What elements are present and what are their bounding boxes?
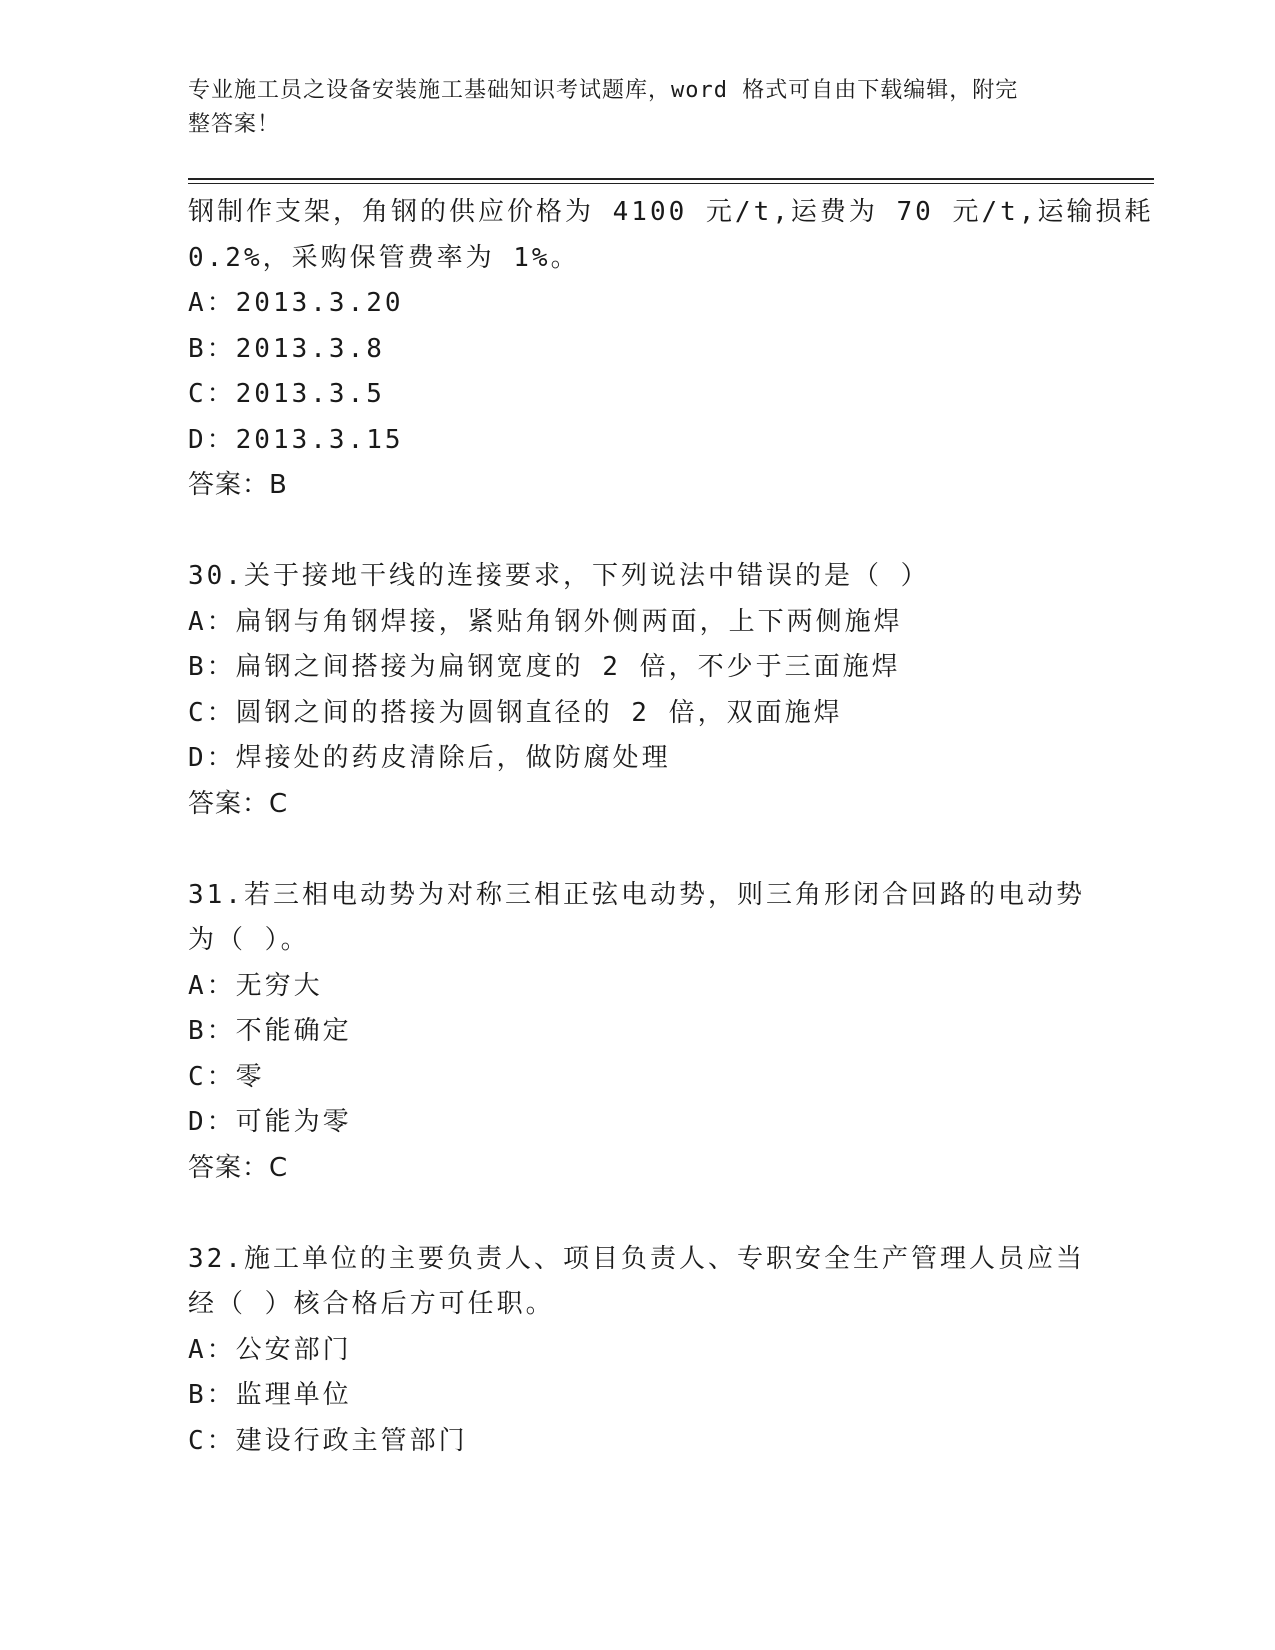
- option-c: C：零: [188, 1061, 265, 1092]
- header-line-2: 整答案！: [188, 112, 281, 137]
- option-a: A：扁钢与角钢焊接，紧贴角钢外侧两面，上下两侧施焊: [188, 606, 903, 637]
- question-stem-line: 钢制作支架，角钢的供应价格为 4100 元/t,运费为 70 元/t,运输损耗: [188, 197, 1154, 227]
- question-stem-line: 32.施工单位的主要负责人、项目负责人、专职安全生产管理人员应当: [188, 1243, 1085, 1274]
- option-d: D：可能为零: [188, 1107, 352, 1137]
- option-c: C：2013.3.5: [188, 379, 385, 409]
- option-b: B：不能确定: [188, 1016, 352, 1046]
- page-header: [188, 74, 1068, 142]
- option-c: C：建设行政主管部门: [188, 1425, 468, 1456]
- header-line-1: 专业施工员之设备安装施工基础知识考试题库，word 格式可自由下载编辑，附完: [188, 78, 1019, 103]
- header-divider-thick: [188, 178, 1154, 180]
- option-d: D：2013.3.15: [188, 424, 404, 455]
- option-b: B：监理单位: [188, 1380, 352, 1410]
- header-divider-thin: [188, 183, 1154, 184]
- spacer: [188, 509, 1088, 555]
- option-d: D：焊接处的药皮清除后，做防腐处理: [188, 743, 671, 773]
- answer-line: 答案：C: [188, 788, 289, 819]
- question-stem-line: 0.2%，采购保管费率为 1%。: [188, 242, 580, 273]
- option-c: C：圆钢之间的搭接为圆钢直径的 2 倍，双面施焊: [188, 697, 843, 728]
- question-block-32: [188, 1237, 1088, 1465]
- spacer: [188, 827, 1088, 873]
- option-a: A：公安部门: [188, 1334, 352, 1365]
- question-list: [188, 190, 1154, 1464]
- question-stem-line: 31.若三相电动势为对称三相正弦电动势，则三角形闭合回路的电动势: [188, 879, 1085, 910]
- question-stem-line: 30.关于接地干线的连接要求，下列说法中错误的是（ ）: [188, 561, 930, 591]
- spacer: [188, 1191, 1088, 1237]
- question-block-29: [188, 190, 1154, 509]
- question-block-31: [188, 873, 1088, 1192]
- option-a: A：无穷大: [188, 970, 323, 1001]
- answer-line: 答案：B: [188, 470, 288, 500]
- option-a: A：2013.3.20: [188, 288, 404, 318]
- question-stem-line: 经（ ）核合格后方可任职。: [188, 1289, 555, 1319]
- option-b: B：扁钢之间搭接为扁钢宽度的 2 倍，不少于三面施焊: [188, 652, 901, 682]
- question-block-30: [188, 554, 1088, 827]
- question-stem-line: 为（ ）。: [188, 925, 310, 955]
- option-b: B：2013.3.8: [188, 333, 385, 364]
- answer-line: 答案：C: [188, 1152, 289, 1183]
